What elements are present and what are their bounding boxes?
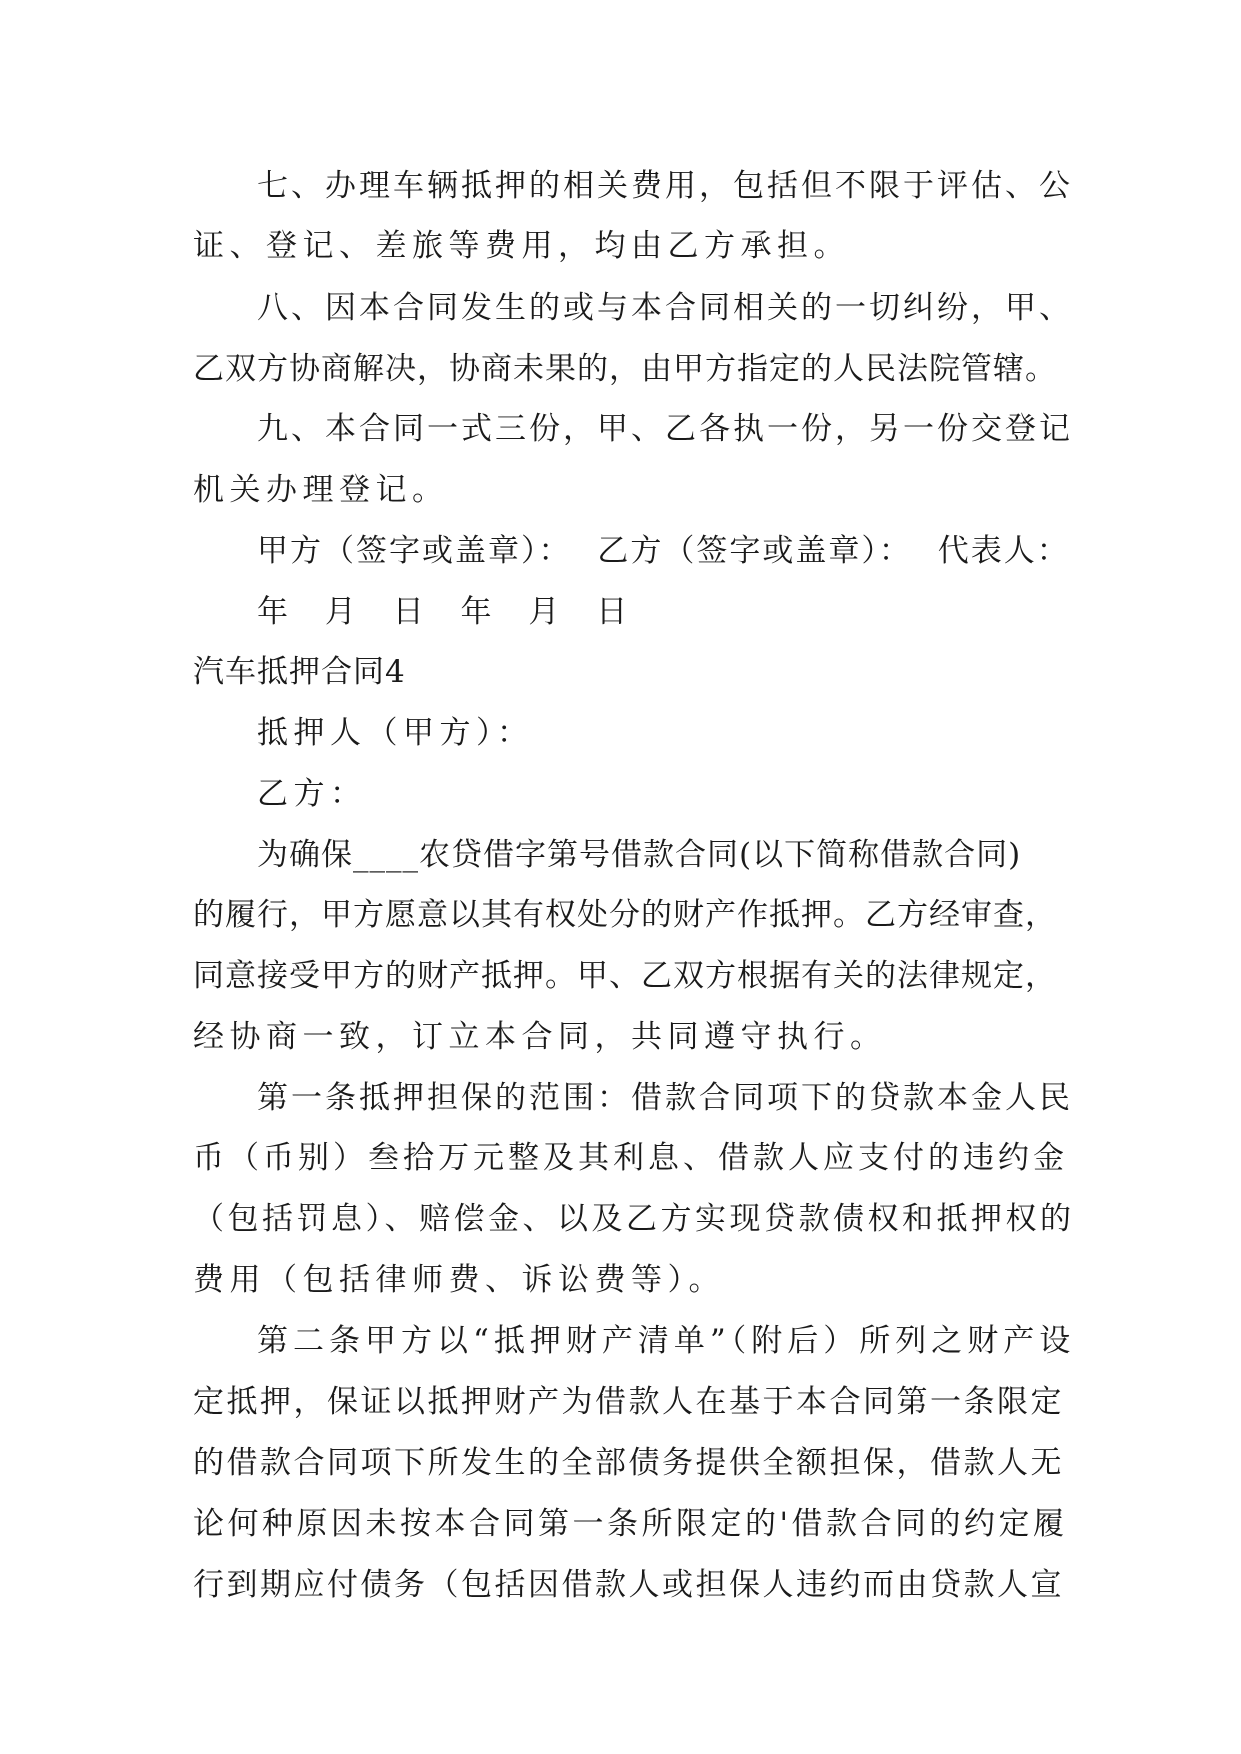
paragraph-line: 的借款合同项下所发生的全部债务提供全额担保，借款人无 [193, 1445, 1064, 1481]
paragraph-line: （包括罚息）、赔偿金、以及乙方实现贷款债权和抵押权的 [193, 1201, 1075, 1237]
paragraph-line: 乙方： [257, 776, 367, 812]
date-line: 年 月 日 年 月 日 [257, 594, 633, 630]
paragraph-line: 九、本合同一式三份，甲、乙各执一份，另一份交登记 [257, 411, 1073, 447]
paragraph-line: 行到期应付债务（包括因借款人或担保人违约而由贷款人宣 [193, 1567, 1064, 1603]
paragraph-line: 为确保____农贷借字第号借款合同(以下简称借款合同) [257, 837, 1022, 873]
paragraph-line: 证、登记、差旅等费用，均由乙方承担。 [193, 228, 850, 264]
paragraph-line: 第一条抵押担保的范围：借款合同项下的贷款本金人民 [257, 1080, 1073, 1116]
paragraph-line: 七、办理车辆抵押的相关费用，包括但不限于评估、公 [257, 168, 1073, 204]
paragraph-line: 论何种原因未按本合同第一条所限定的'借款合同的约定履 [193, 1506, 1068, 1542]
paragraph-line: 乙双方协商解决，协商未果的，由甲方指定的人民法院管辖。 [193, 351, 1057, 387]
signature-line: 甲方（签字或盖章）： 乙方（签字或盖章）： 代表人： [257, 533, 1070, 569]
paragraph-line: 定抵押，保证以抵押财产为借款人在基于本合同第一条限定 [193, 1384, 1064, 1420]
paragraph-line: 币（币别）叁拾万元整及其利息、借款人应支付的违约金 [193, 1140, 1068, 1176]
paragraph-line: 机关办理登记。 [193, 472, 449, 508]
paragraph-line: 第二条甲方以“抵押财产清单”（附后）所列之财产设 [257, 1323, 1076, 1359]
paragraph-line: 抵押人（甲方）： [257, 715, 534, 751]
section-title: 汽车抵押合同4 [193, 654, 406, 690]
paragraph-line: 费用（包括律师费、诉讼费等）。 [193, 1262, 725, 1298]
paragraph-line: 的履行，甲方愿意以其有权处分的财产作抵押。乙方经审查， [193, 897, 1057, 933]
paragraph-line: 经协商一致，订立本合同，共同遵守执行。 [193, 1019, 887, 1055]
paragraph-line: 八、因本合同发生的或与本合同相关的一切纠纷，甲、 [257, 290, 1073, 326]
paragraph-line: 同意接受甲方的财产抵押。甲、乙双方根据有关的法律规定， [193, 958, 1057, 994]
